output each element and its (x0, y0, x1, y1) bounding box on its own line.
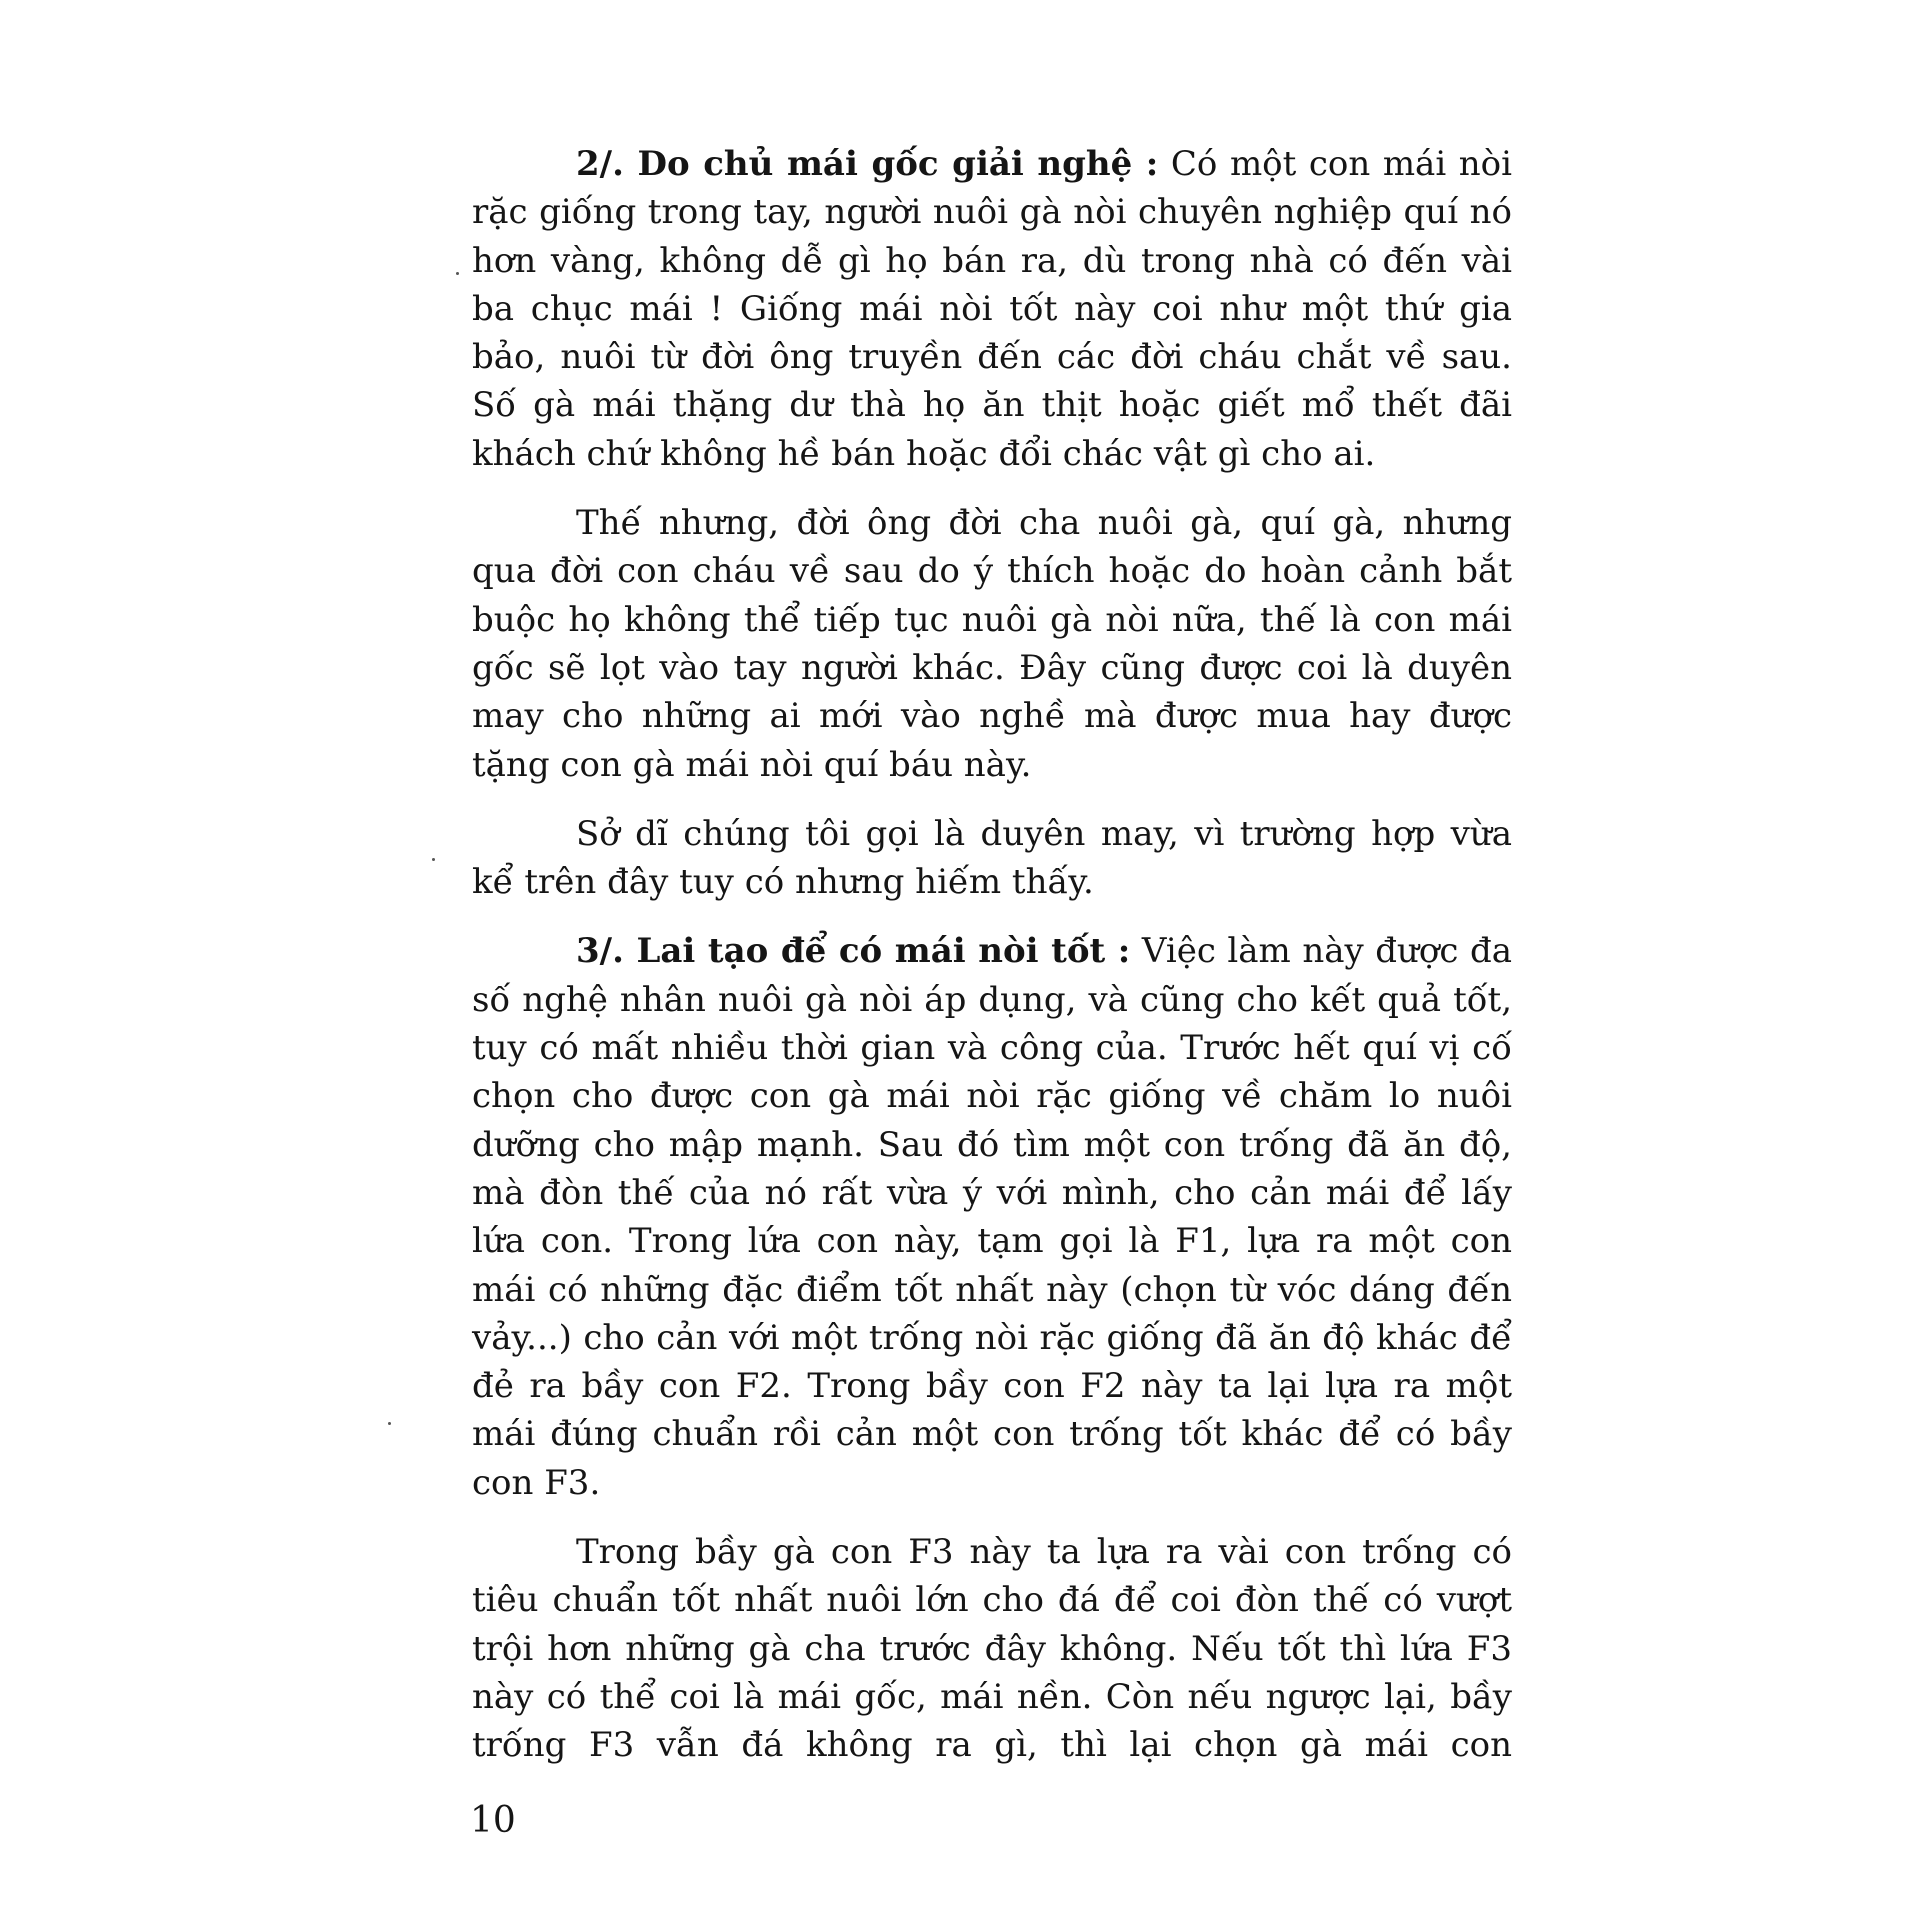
scan-speck (432, 858, 435, 861)
scan-speck (388, 1422, 391, 1425)
scan-speck (456, 272, 459, 275)
paragraph-text: Việc làm này được đa số nghệ nhân nuôi gà nòi áp dụng, và cũng cho kết quả tốt, tuy có mất nhiều thời gian và công của. Trước hết quí vị cố chọn cho được con gà mái nòi rặc giống về chăm lo nuôi dưỡng cho mập mạnh. Sau đó tìm một con trống đã ăn độ, mà đòn thế của nó rất vừa ý với mình, cho cản mái để lấy lứa con. Trong lứa con này, tạm gọi là F1, lựa ra một con mái có những đặc điểm tốt nhất này (chọn từ vóc dáng đến vảy...) cho cản với một trống nòi rặc giống đã ăn độ khác để đẻ ra bầy con F2. Trong bầy con F2 này ta lại lựa ra một mái đúng chuẩn rồi cản một con trống tốt khác để có bầy con F3. (472, 931, 1512, 1503)
section-heading-3: 3/. Lai tạo để có mái nòi tốt : (576, 931, 1131, 972)
paragraph-text: Thế nhưng, đời ông đời cha nuôi gà, quí gà, nhưng qua đời con cháu về sau do ý thích hoặc do hoàn cảnh bắt buộc họ không thể tiếp tục nuôi gà nòi nữa, thế là con mái gốc sẽ lọt vào tay người khác. Đây cũng được coi là duyên may cho những ai mới vào nghề mà được mua hay được tặng con gà mái nòi quí báu này. (472, 503, 1512, 785)
paragraph-3 (472, 810, 1512, 907)
paragraph-1 (472, 140, 1512, 478)
page-body (472, 140, 1512, 1791)
paragraph-text: Có một con mái nòi rặc giống trong tay, người nuôi gà nòi chuyên nghiệp quí nó hơn vàng, không dễ gì họ bán ra, dù trong nhà có đến vài ba chục mái ! Giống mái nòi tốt này coi như một thứ gia bảo, nuôi từ đời ông truyền đến các đời cháu chắt về sau. Số gà mái thặng dư thà họ ăn thịt hoặc giết mổ thết đãi khách chứ không hề bán hoặc đổi chác vật gì cho ai. (472, 144, 1512, 474)
section-heading-2: 2/. Do chủ mái gốc giải nghệ : (576, 144, 1159, 184)
page-number: 10 (470, 1800, 516, 1841)
paragraph-text: Trong bầy gà con F3 này ta lựa ra vài con trống có tiêu chuẩn tốt nhất nuôi lớn cho đá để coi đòn thế có vượt trội hơn những gà cha trước đây không. Nếu tốt thì lứa F3 này có thể coi là mái gốc, mái nền. Còn nếu ngược lại, bầy trống F3 vẫn đá không ra gì, thì lại chọn gà mái con (472, 1532, 1512, 1766)
paragraph-text: Sở dĩ chúng tôi gọi là duyên may, vì trường hợp vừa kể trên đây tuy có nhưng hiếm thấy. (472, 813, 1512, 903)
paragraph-2 (472, 499, 1512, 789)
paragraph-4 (472, 927, 1512, 1507)
paragraph-5 (472, 1528, 1512, 1769)
